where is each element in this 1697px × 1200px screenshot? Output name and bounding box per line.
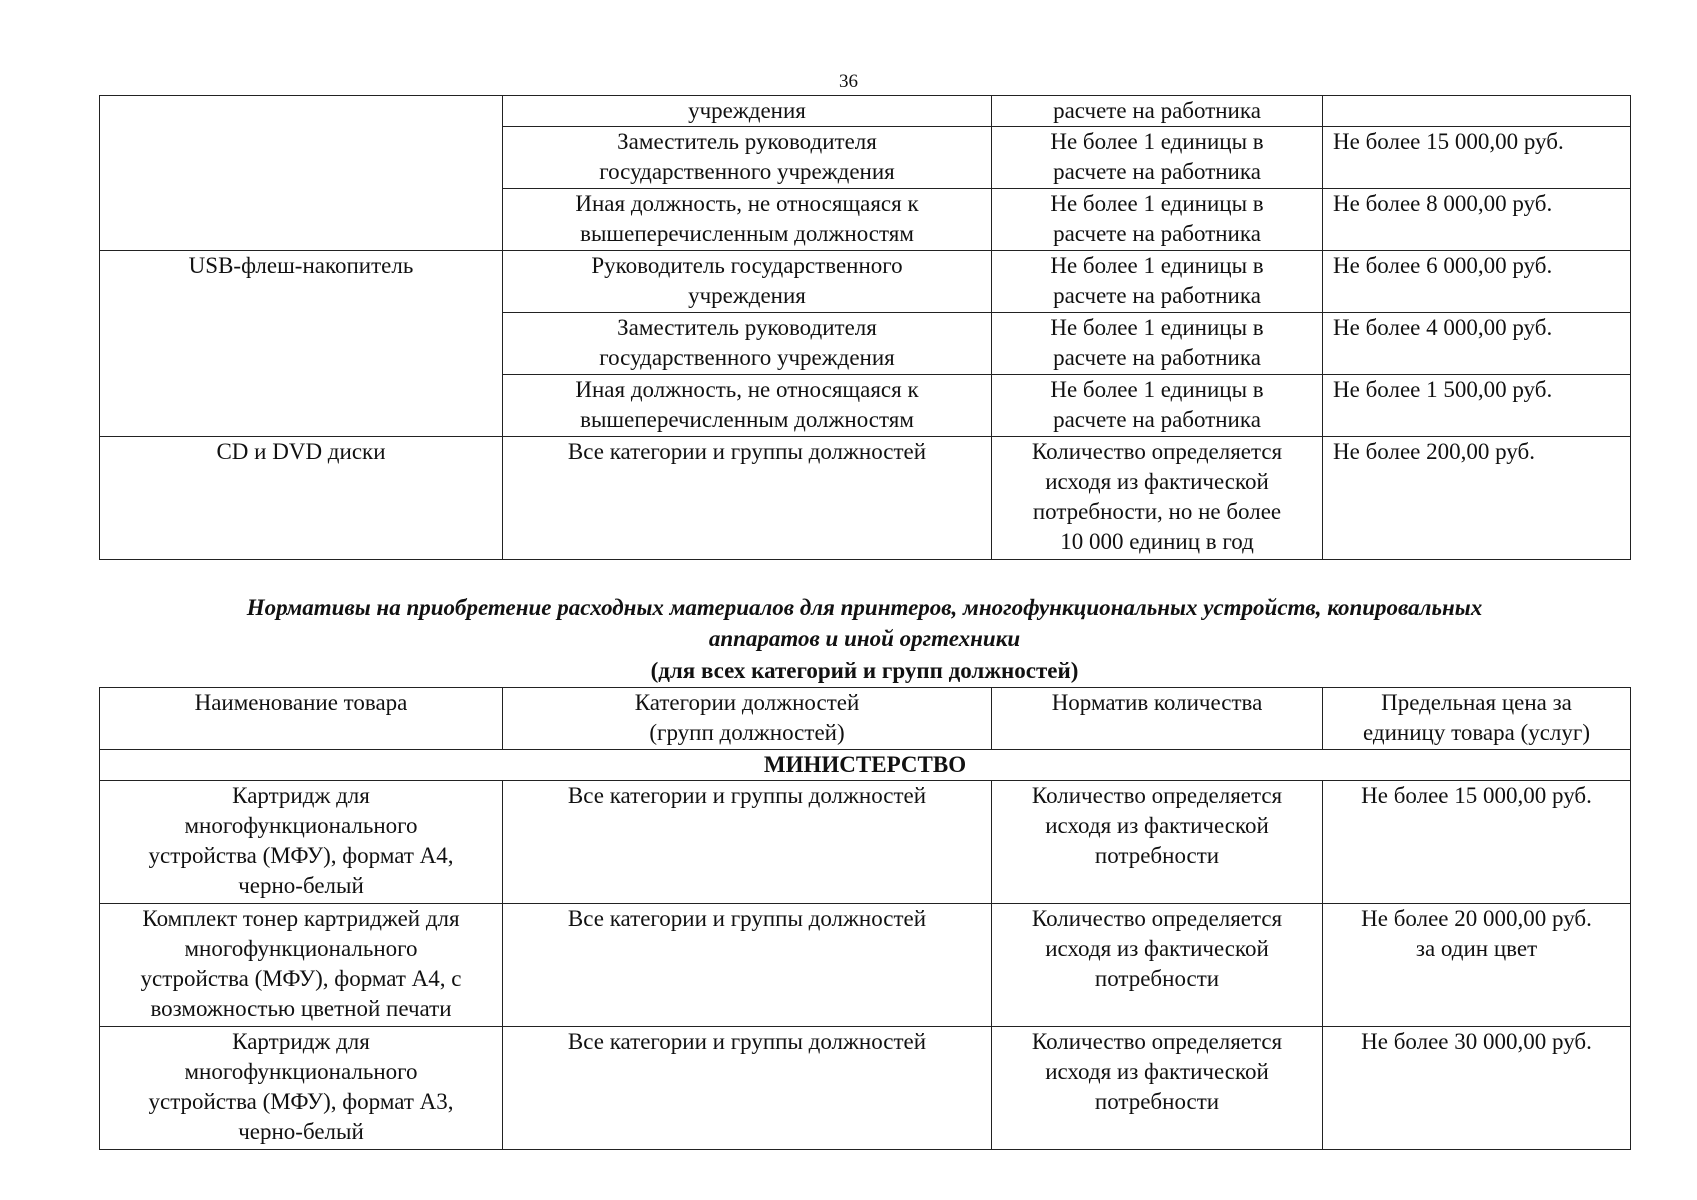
table-header-row <box>100 688 1631 750</box>
group-label: МИНИСТЕРСТВО <box>100 750 1631 781</box>
quantity-cell: Количество определяется исходя из фактической потребности <box>992 904 1323 1027</box>
quantity-cell: Не более 1 единицы в расчете на работника <box>992 375 1323 437</box>
position-cell: Руководитель государственного учреждения <box>503 251 992 313</box>
quantity-cell: Не более 1 единицы в расчете на работника <box>992 127 1323 189</box>
item-cell: USB-флеш-накопитель <box>100 251 503 437</box>
price-cell: Не более 1 500,00 руб. <box>1323 375 1631 437</box>
price-cell: Не более 4 000,00 руб. <box>1323 313 1631 375</box>
position-cell: Иная должность, не относящаяся к вышеперечисленным должностям <box>503 189 992 251</box>
section-subtitle: (для всех категорий и групп должностей) <box>650 658 1079 683</box>
item-cell: Картридж для многофункционального устройства (МФУ), формат А4, черно-белый <box>100 781 503 904</box>
quantity-cell: Количество определяется исходя из фактической потребности <box>992 1027 1323 1150</box>
position-cell: Все категории и группы должностей <box>503 437 992 560</box>
table-row <box>100 1027 1631 1150</box>
header-price: Предельная цена за единицу товара (услуг) <box>1323 688 1631 750</box>
position-cell: Все категории и группы должностей <box>503 904 992 1027</box>
header-quantity: Норматив количества <box>992 688 1323 750</box>
table-row <box>100 437 1631 560</box>
position-cell: Заместитель руководителя государственного учреждения <box>503 127 992 189</box>
consumables-norms-table <box>99 687 1631 1150</box>
header-item: Наименование товара <box>100 688 503 750</box>
table-row <box>100 904 1631 1027</box>
quantity-cell: Количество определяется исходя из фактической потребности, но не более 10 000 единиц в год <box>992 437 1323 560</box>
price-cell: Не более 8 000,00 руб. <box>1323 189 1631 251</box>
position-cell: учреждения <box>503 96 992 127</box>
quantity-cell: Не более 1 единицы в расчете на работника <box>992 313 1323 375</box>
item-cell: Комплект тонер картриджей для многофункционального устройства (МФУ), формат А4, с возможностью цветной печати <box>100 904 503 1027</box>
item-cell: CD и DVD диски <box>100 437 503 560</box>
position-cell: Все категории и группы должностей <box>503 1027 992 1150</box>
price-cell: Не более 20 000,00 руб. за один цвет <box>1323 904 1631 1027</box>
section-title: Нормативы на приобретение расходных материалов для принтеров, многофункциональных устройств, копировальных аппаратов и иной оргтехники <box>246 595 1483 651</box>
quantity-cell: Количество определяется исходя из фактической потребности <box>992 781 1323 904</box>
table-row <box>100 781 1631 904</box>
item-cell: Картридж для многофункционального устройства (МФУ), формат А3, черно-белый <box>100 1027 503 1150</box>
price-cell: Не более 200,00 руб. <box>1323 437 1631 560</box>
quantity-cell: Не более 1 единицы в расчете на работника <box>992 251 1323 313</box>
price-cell: Не более 30 000,00 руб. <box>1323 1027 1631 1150</box>
table-row <box>100 251 1631 313</box>
quantity-cell: расчете на работника <box>992 96 1323 127</box>
table-row <box>100 96 1631 127</box>
quantity-cell: Не более 1 единицы в расчете на работника <box>992 189 1323 251</box>
price-cell: Не более 6 000,00 руб. <box>1323 251 1631 313</box>
price-cell: Не более 15 000,00 руб. <box>1323 127 1631 189</box>
group-row <box>100 750 1631 781</box>
price-cell: Не более 15 000,00 руб. <box>1323 781 1631 904</box>
position-cell: Все категории и группы должностей <box>503 781 992 904</box>
page-number: 36 <box>839 71 858 92</box>
position-cell: Иная должность, не относящаяся к вышеперечисленным должностям <box>503 375 992 437</box>
equipment-norms-table <box>99 95 1631 560</box>
item-cell <box>100 96 503 251</box>
price-cell <box>1323 96 1631 127</box>
position-cell: Заместитель руководителя государственного учреждения <box>503 313 992 375</box>
header-position: Категории должностей (групп должностей) <box>503 688 992 750</box>
